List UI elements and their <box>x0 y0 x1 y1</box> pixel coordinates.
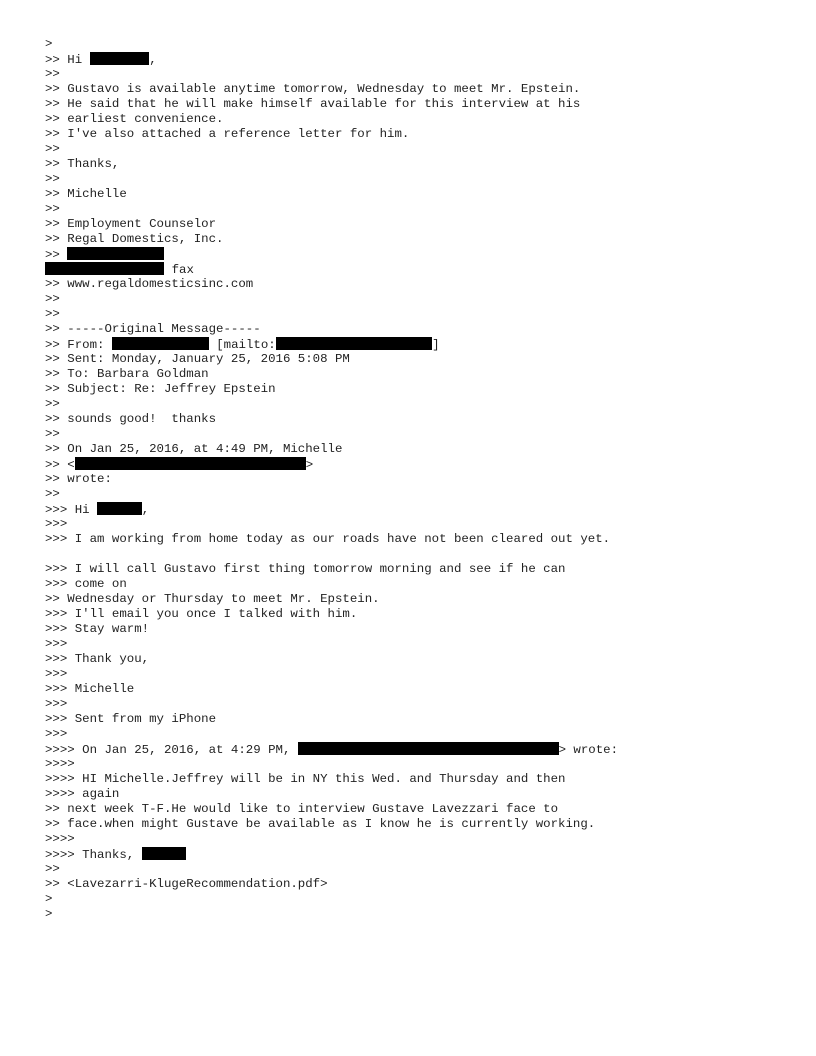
email-line <box>45 667 805 682</box>
email-line <box>45 82 805 97</box>
line-text: >>> Sent from my iPhone <box>45 712 217 726</box>
email-line <box>45 322 805 337</box>
line-text: >> Thanks, <box>45 157 120 171</box>
email-line <box>45 637 805 652</box>
line-text: >> face.when might Gustave be available as I know he is currently working. <box>45 817 596 831</box>
redaction-box <box>45 262 164 275</box>
line-text: >>> Hi <box>45 503 98 517</box>
email-line <box>45 757 805 772</box>
line-text: >> <box>45 248 68 262</box>
line-text: >> Subject: Re: Jeffrey Epstein <box>45 382 276 396</box>
line-text: ] <box>432 338 440 352</box>
email-line <box>45 487 805 502</box>
email-line <box>45 217 805 232</box>
line-text: >>> Michelle <box>45 682 135 696</box>
line-text: >>> <box>45 697 68 711</box>
line-text: >>>> <box>45 832 75 846</box>
email-line <box>45 817 805 832</box>
line-text: >> www.regaldomesticsinc.com <box>45 277 254 291</box>
email-line <box>45 592 805 607</box>
email-line <box>45 397 805 412</box>
email-line <box>45 232 805 247</box>
email-line <box>45 52 805 67</box>
email-line <box>45 787 805 802</box>
email-line <box>45 742 805 757</box>
redaction-box <box>75 457 306 470</box>
email-document <box>45 37 805 922</box>
email-line <box>45 112 805 127</box>
email-line <box>45 97 805 112</box>
line-text: >> <box>45 142 60 156</box>
email-line <box>45 352 805 367</box>
email-line <box>45 652 805 667</box>
redaction-box <box>90 52 150 65</box>
line-text: >>>> On Jan 25, 2016, at 4:29 PM, <box>45 743 298 757</box>
line-text: >> Wednesday or Thursday to meet Mr. Epstein. <box>45 592 380 606</box>
line-text: >>>> <box>45 757 75 771</box>
line-text: >> Michelle <box>45 187 127 201</box>
line-text: >> sounds good! thanks <box>45 412 217 426</box>
redaction-box <box>276 337 432 350</box>
email-line <box>45 532 805 547</box>
email-line <box>45 577 805 592</box>
line-text: >> Gustavo is available anytime tomorrow, Wednesday to meet Mr. Epstein. <box>45 82 581 96</box>
line-text: >> earliest convenience. <box>45 112 224 126</box>
line-text: , <box>149 53 157 67</box>
email-line <box>45 892 805 907</box>
line-text: >>> <box>45 667 68 681</box>
line-text: >> next week T-F.He would like to interview Gustave Lavezzari face to <box>45 802 559 816</box>
line-text: >> <box>45 202 60 216</box>
line-text: > <box>45 892 53 906</box>
email-line <box>45 682 805 697</box>
line-text: >> He said that he will make himself available for this interview at his <box>45 97 581 111</box>
email-line <box>45 262 805 277</box>
email-line <box>45 712 805 727</box>
email-line <box>45 367 805 382</box>
email-line <box>45 697 805 712</box>
redaction-box <box>298 742 559 755</box>
redaction-box <box>67 247 164 260</box>
line-text: >> Regal Domestics, Inc. <box>45 232 224 246</box>
email-line <box>45 517 805 532</box>
email-line <box>45 412 805 427</box>
line-text: >> <Lavezarri-KlugeRecommendation.pdf> <box>45 877 328 891</box>
email-line <box>45 127 805 142</box>
email-line <box>45 427 805 442</box>
email-line <box>45 772 805 787</box>
email-line <box>45 37 805 52</box>
line-text: >> I've also attached a reference letter for him. <box>45 127 410 141</box>
line-text: >> On Jan 25, 2016, at 4:49 PM, Michelle <box>45 442 343 456</box>
line-text: fax <box>164 263 194 277</box>
email-line <box>45 67 805 82</box>
email-line <box>45 142 805 157</box>
line-text: >> Sent: Monday, January 25, 2016 5:08 PM <box>45 352 350 366</box>
line-text: >> <box>45 427 60 441</box>
email-line <box>45 547 805 562</box>
email-line <box>45 607 805 622</box>
line-text: >>> <box>45 517 68 531</box>
email-line <box>45 862 805 877</box>
redaction-box <box>97 502 142 515</box>
line-text: >>>> HI Michelle.Jeffrey will be in NY this Wed. and Thursday and then <box>45 772 566 786</box>
line-text: >> -----Original Message----- <box>45 322 261 336</box>
email-line <box>45 187 805 202</box>
line-text: >> <box>45 487 60 501</box>
line-text: >> Hi <box>45 53 90 67</box>
line-text: >>> I'll email you once I talked with him. <box>45 607 358 621</box>
email-line <box>45 157 805 172</box>
email-line <box>45 622 805 637</box>
line-text: >>> come on <box>45 577 127 591</box>
line-text: >>> I am working from home today as our roads have not been cleared out yet. <box>45 532 611 546</box>
email-line <box>45 562 805 577</box>
email-line <box>45 727 805 742</box>
email-line <box>45 877 805 892</box>
line-text: >> From: <box>45 338 112 352</box>
line-text: >> wrote: <box>45 472 112 486</box>
line-text: >>> Thank you, <box>45 652 150 666</box>
line-text: >> <box>45 292 60 306</box>
line-text: > <box>305 458 314 472</box>
line-text: >>> Stay warm! <box>45 622 150 636</box>
email-line <box>45 292 805 307</box>
email-line <box>45 832 805 847</box>
email-line <box>45 172 805 187</box>
email-line <box>45 202 805 217</box>
line-text: >> Employment Counselor <box>45 217 217 231</box>
line-text: >>> I will call Gustavo first thing tomorrow morning and see if he can <box>45 562 566 576</box>
line-text: >>>> Thanks, <box>45 848 142 862</box>
redaction-box <box>112 337 209 350</box>
line-text: >>> <box>45 727 68 741</box>
redaction-box <box>142 847 187 860</box>
email-line <box>45 337 805 352</box>
line-text: >> < <box>45 458 75 472</box>
email-line <box>45 442 805 457</box>
line-text: >>>> again <box>45 787 120 801</box>
email-line <box>45 472 805 487</box>
email-line <box>45 802 805 817</box>
line-text: >>> <box>45 637 68 651</box>
line-text: [mailto: <box>208 338 276 352</box>
line-text: >> <box>45 67 60 81</box>
email-line <box>45 907 805 922</box>
line-text: , <box>141 503 150 517</box>
email-line <box>45 457 805 472</box>
email-line <box>45 502 805 517</box>
line-text: >> <box>45 397 60 411</box>
line-text: >> <box>45 172 60 186</box>
email-line <box>45 382 805 397</box>
line-text: >> <box>45 307 60 321</box>
email-line <box>45 847 805 862</box>
line-text: > <box>45 37 53 51</box>
line-text: >> <box>45 862 60 876</box>
line-text: >> To: Barbara Goldman <box>45 367 209 381</box>
email-line <box>45 247 805 262</box>
line-text: > <box>45 907 53 921</box>
email-line <box>45 277 805 292</box>
line-text: > wrote: <box>558 743 619 757</box>
email-line <box>45 307 805 322</box>
